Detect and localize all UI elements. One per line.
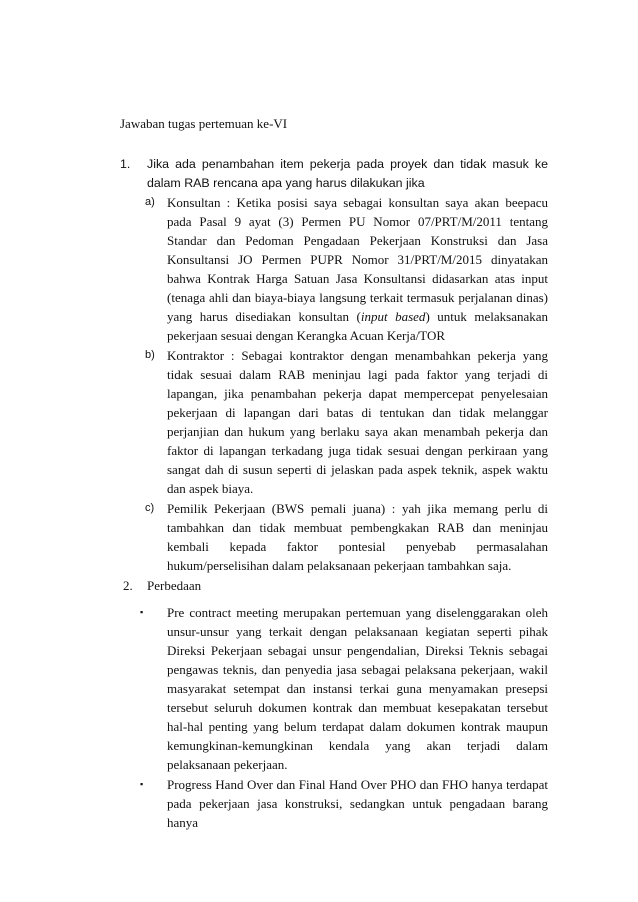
section-heading: Perbedaan xyxy=(147,578,202,593)
page-title: Jawaban tugas pertemuan ke-VI xyxy=(120,116,288,131)
question-text: Jika ada penambahan item pekerja pada proyek dan tidak masuk ke dalam RAB rencana apa yang harus dilakukan jika xyxy=(147,157,548,190)
sub-item-a xyxy=(145,193,548,345)
list-marker: 1. xyxy=(120,157,131,171)
sub-item-text-part: ) untuk melaksanakan pekerjaan sesuai dengan Kerangka Acuan Kerja/TOR xyxy=(167,309,548,343)
sub-marker: c) xyxy=(145,502,155,514)
sub-marker: b) xyxy=(145,349,155,361)
bullet-text: Progress Hand Over dan Final Hand Over PHO dan FHO hanya terdapat pada pekerjaan jasa konstruksi, sedangkan untuk pengadaan barang hanya xyxy=(167,777,548,830)
document-body xyxy=(120,114,548,832)
sub-item-text: Pemilik Pekerjaan (BWS pemali juana) : yah jika memang perlu di tambahkan dan tidak membuat pembengkakan RAB dan meninjau kembali kepada faktor pontesial penyebab permasalahan hukum/perselisihan dalam pelaksanaan pekerjaan tambahkan saja. xyxy=(167,501,548,573)
bullet-item xyxy=(140,775,548,832)
list-item-1 xyxy=(120,155,548,193)
bullet-item xyxy=(140,603,548,774)
sub-item-b xyxy=(145,346,548,498)
sub-item-text: Kontraktor : Sebagai kontraktor dengan menambahkan pekerja yang tidak sesuai dalam RAB meninjau lagi pada faktor yang terjadi di lapangan, jika penambahan pekerja dapat mempercepat penyelesaian pekerjaan di lapangan dari batas di tentukan dan tidak melanggar perjanjian dan hukum yang berlaku saya akan menambah pekerja dan faktor di lapangan terkadang juga tidak sesuai dengan perkiraan yang sangat dah di susun seperti di jelaskan pada aspek teknik, aspek waktu dan aspek biaya. xyxy=(167,348,548,496)
square-bullet-icon: ▪ xyxy=(140,779,144,789)
sub-item-text xyxy=(167,193,548,345)
bullet-text: Pre contract meeting merupakan pertemuan yang diselenggarakan oleh unsur-unsur yang terkait dengan pelaksanaan kegiatan seperti pihak Direksi Pekerjaan sebagai unsur pengendalian, Direksi Teknis sebagai pengawas teknis, dan penyedia jasa sebagai pelaksana pekerjaan, wakil masyarakat setempat dan instansi terkai guna menyamakan presepsi tersebut seluruh dokumen kontrak dan membuat kesepakatan tersebut hal-hal penting yang belum terdapat dalam dokumen kontrak maupun kemungkinan-kemungkinan kendala yang akan terjadi dalam pelaksanaan pekerjaan. xyxy=(167,605,548,772)
square-bullet-icon: ▪ xyxy=(140,607,144,617)
list-marker: 2. xyxy=(123,578,133,593)
sub-item-c xyxy=(145,499,548,575)
italic-term: input based xyxy=(360,309,426,324)
sub-item-text-part: Konsultan : Ketika posisi saya sebagai konsultan saya akan beepacu pada Pasal 9 ayat (3) Permen PU Nomor 07/PRT/M/2011 tentang Standar dan Pedoman Pengadaan Pekerjaan Konstruksi dan Jasa Konsultansi JO Permen PUPR Nomor 31/PRT/M/2015 dinyatakan bahwa Kontrak Harga Satuan Jasa Konsultansi didasarkan atas input (tenaga ahli dan biaya-biaya langsung terkait termasuk perjalanan dinas) yang harus disediakan konsultan ( xyxy=(167,195,548,324)
list-item-2 xyxy=(120,576,548,595)
sub-marker: a) xyxy=(145,196,155,208)
